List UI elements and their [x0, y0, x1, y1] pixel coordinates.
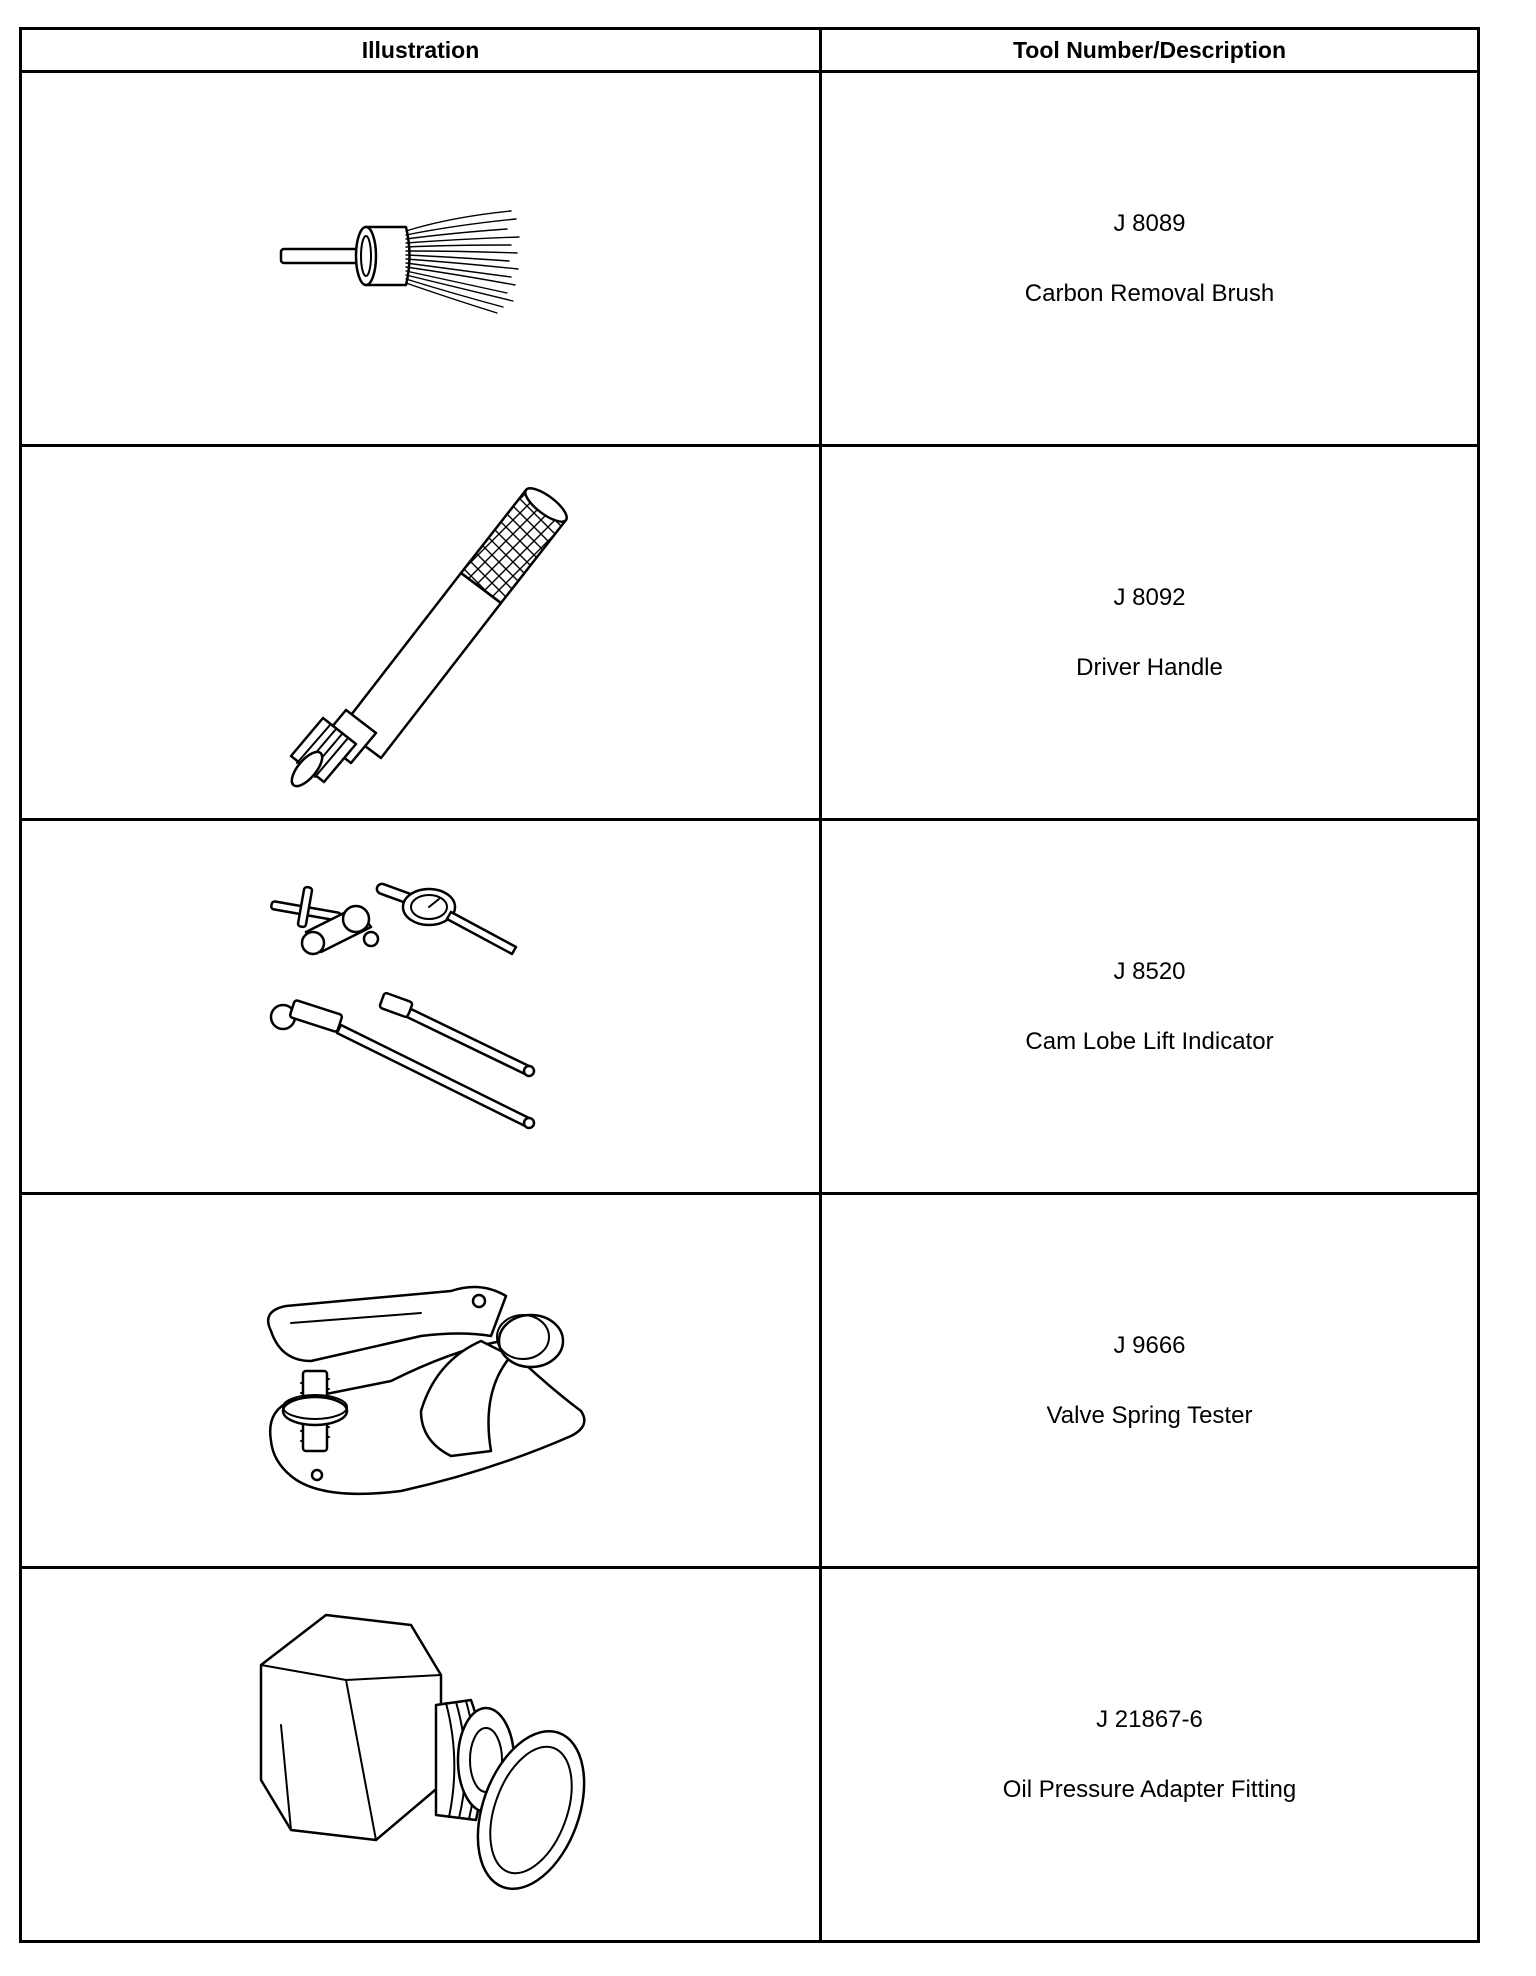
- description-cell: [821, 446, 1479, 820]
- description-cell: [821, 1568, 1479, 1942]
- tool-number: J 9666: [1113, 1331, 1186, 1359]
- oil-pressure-adapter-fitting-icon: [251, 1605, 591, 1905]
- tool-description: Cam Lobe Lift Indicator: [1025, 1027, 1274, 1055]
- description-cell: [821, 820, 1479, 1194]
- tool-number: J 8520: [1113, 957, 1186, 985]
- valve-spring-tester-icon: [251, 1261, 591, 1501]
- illustration-cell: [21, 820, 821, 1194]
- special-tools-table: [19, 27, 1480, 1943]
- table-row: [21, 446, 1479, 820]
- tool-number: J 8092: [1113, 583, 1186, 611]
- cam-lobe-lift-indicator-icon: [261, 877, 581, 1137]
- driver-handle-icon: [261, 478, 581, 788]
- table-row: [21, 1568, 1479, 1942]
- illustration-cell: [21, 1194, 821, 1568]
- description-cell: [821, 72, 1479, 446]
- illustration-cell: [21, 446, 821, 820]
- table-row: [21, 820, 1479, 1194]
- illustration-cell: [21, 72, 821, 446]
- table-row: [21, 72, 1479, 446]
- tool-number: J 8089: [1113, 209, 1186, 237]
- tool-description: Driver Handle: [1076, 653, 1223, 681]
- tool-number: J 21867-6: [1096, 1705, 1203, 1733]
- description-cell: [821, 1194, 1479, 1568]
- carbon-removal-brush-icon: [271, 189, 571, 329]
- tool-description: Valve Spring Tester: [1046, 1401, 1253, 1429]
- illustration-cell: [21, 1568, 821, 1942]
- tool-header: Tool Number/Description: [821, 29, 1479, 72]
- tool-description: Oil Pressure Adapter Fitting: [1002, 1775, 1297, 1803]
- tool-description: Carbon Removal Brush: [1024, 279, 1275, 307]
- illustration-header: Illustration: [21, 29, 821, 72]
- header-row: [21, 29, 1479, 72]
- table-row: [21, 1194, 1479, 1568]
